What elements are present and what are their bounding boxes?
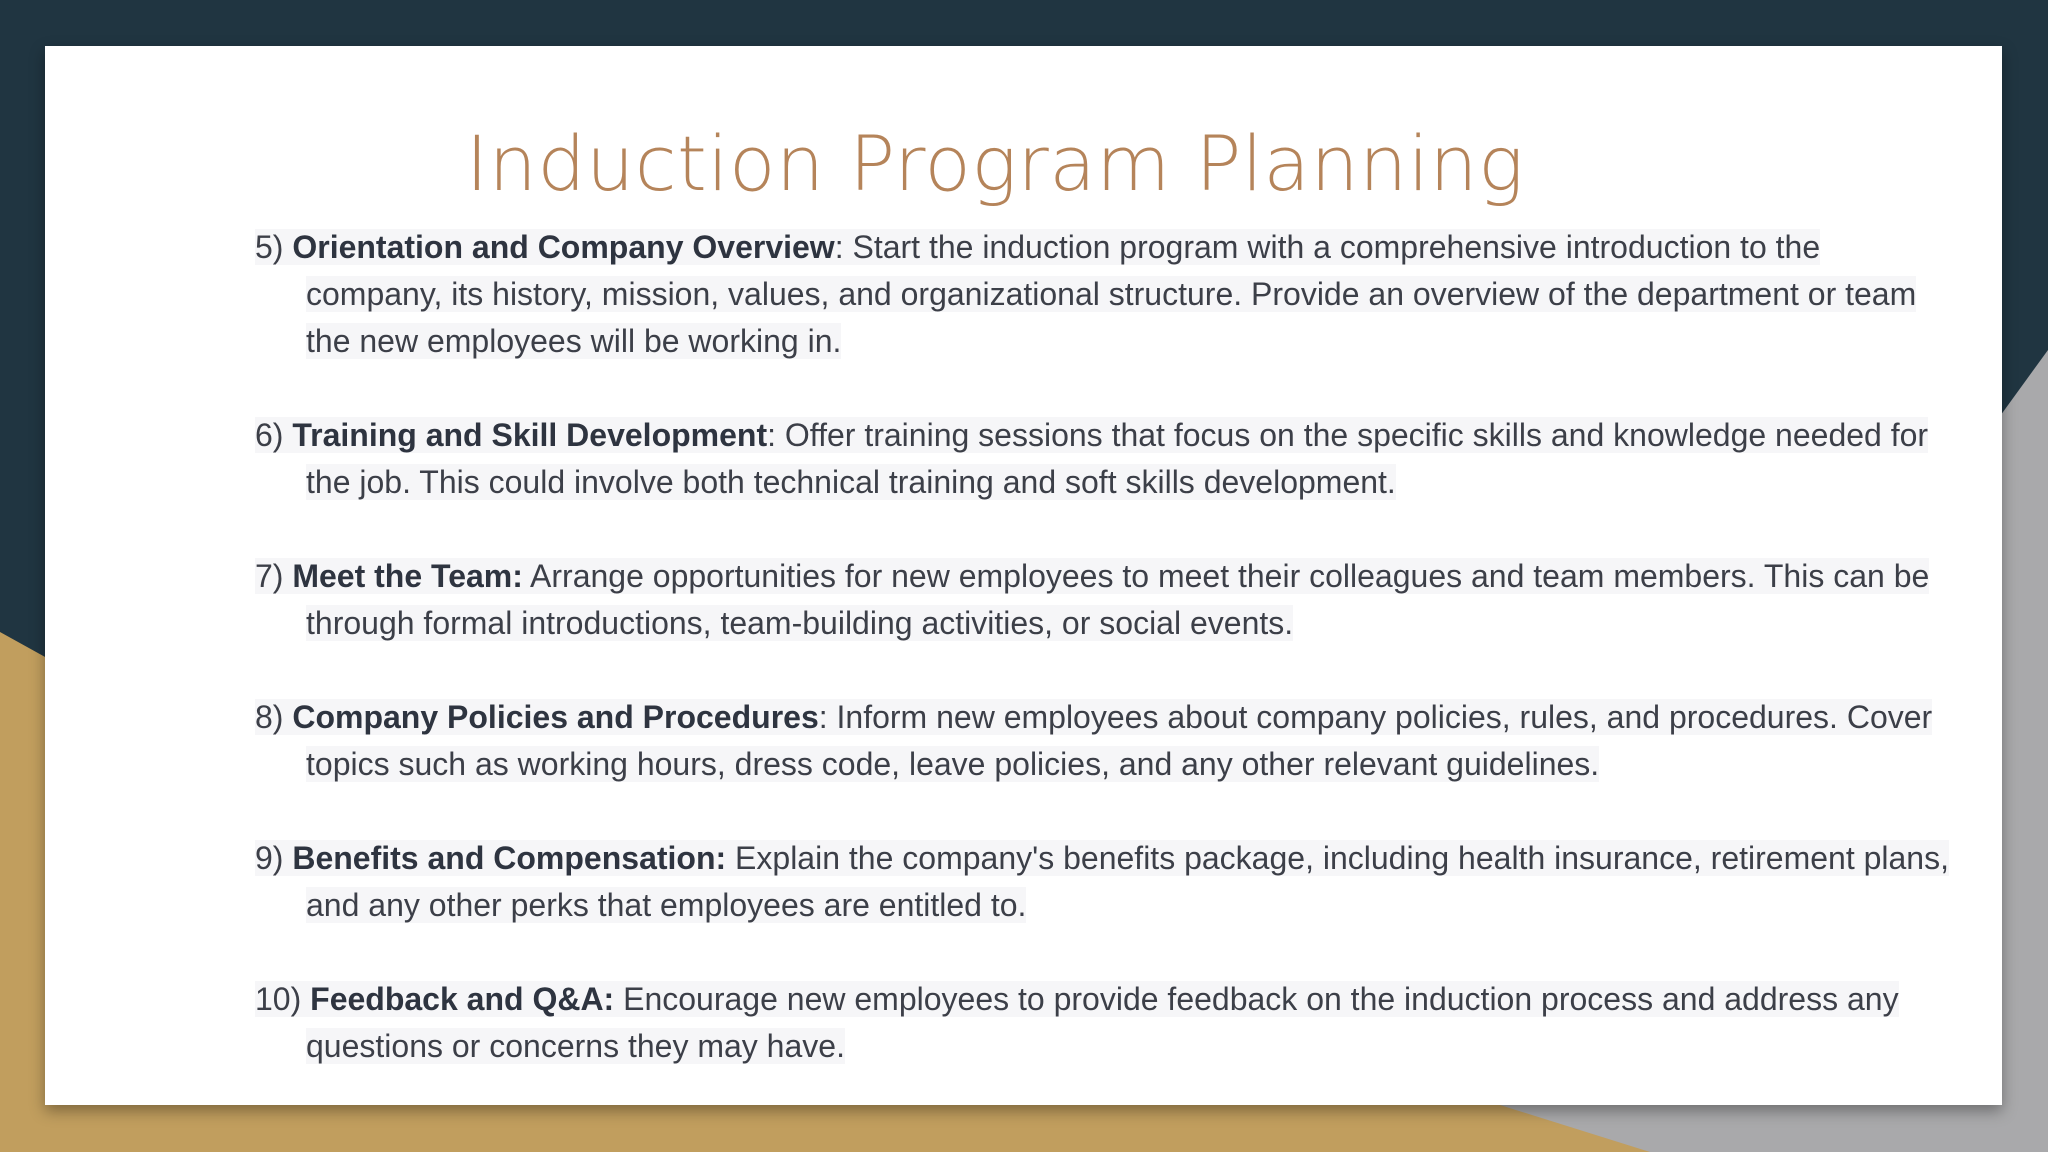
list-item-highlight <box>255 417 1928 500</box>
item-heading: Company Policies and Procedures <box>292 699 819 735</box>
item-text: Explain the company's benefits package, including health insurance, retirement plans, and any other perks that employees are entitled to. <box>306 840 1949 923</box>
list-item-training <box>255 412 1955 506</box>
item-heading: Meet the Team: <box>292 558 523 594</box>
list-item-highlight <box>255 229 1916 359</box>
list-item-policies <box>255 694 1955 788</box>
item-heading: Benefits and Compensation: <box>292 840 727 876</box>
item-heading: Feedback and Q&A: <box>310 981 615 1017</box>
induction-steps-list <box>255 224 1955 1070</box>
list-item-highlight <box>255 699 1932 782</box>
list-item-highlight <box>255 840 1949 923</box>
list-item-highlight <box>255 558 1929 641</box>
item-text: Encourage new employees to provide feedback on the induction process and address any questions or concerns they may have. <box>306 981 1899 1064</box>
item-number: 6) <box>255 417 284 453</box>
item-heading: Orientation and Company Overview <box>292 229 835 265</box>
item-heading: Training and Skill Development <box>292 417 768 453</box>
slide-card <box>45 46 2002 1105</box>
item-text: : Inform new employees about company policies, rules, and procedures. Cover topics such as working hours, dress code, leave policies, and any other relevant guidelines. <box>306 699 1933 782</box>
item-number: 10) <box>255 981 302 1017</box>
list-item-benefits <box>255 835 1955 929</box>
item-text: Arrange opportunities for new employees to meet their colleagues and team members. This can be through formal introductions, team-building activities, or social events. <box>306 558 1930 641</box>
item-number: 5) <box>255 229 284 265</box>
list-item-feedback <box>255 976 1955 1070</box>
list-item-highlight <box>255 981 1899 1064</box>
slide-title: Induction Program Planning <box>465 119 1525 208</box>
list-item-meet-team <box>255 553 1955 647</box>
item-text: : Offer training sessions that focus on the specific skills and knowledge needed for the job. This could involve both technical training and soft skills development. <box>306 417 1929 500</box>
list-item-orientation <box>255 224 1955 365</box>
item-number: 8) <box>255 699 284 735</box>
item-text: : Start the induction program with a comprehensive introduction to the company, its history, mission, values, and organizational structure. Provide an overview of the department or team the new employees will be working in. <box>306 229 1917 359</box>
item-number: 7) <box>255 558 284 594</box>
item-number: 9) <box>255 840 284 876</box>
